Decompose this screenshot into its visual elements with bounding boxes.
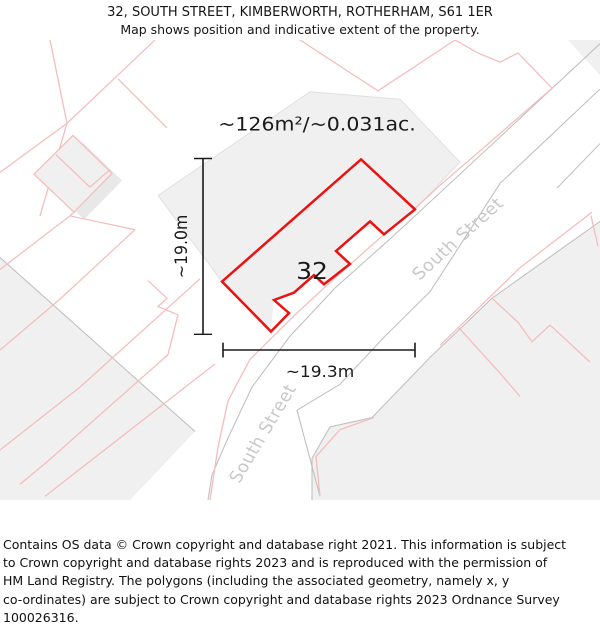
footer-line: HM Land Registry. The polygons (including the associated geometry, namely x, y	[3, 573, 510, 589]
copyright-footer	[0, 533, 600, 625]
horizontal-dimension-label: ~19.3m	[285, 362, 355, 381]
page-subtitle: Map shows position and indicative extent of the property.	[120, 22, 480, 37]
pavement-line	[557, 144, 600, 188]
parcel-line	[0, 216, 135, 270]
parcel-line	[118, 79, 167, 128]
southeast-block	[312, 221, 600, 500]
page-title: 32, SOUTH STREET, KIMBERWORTH, ROTHERHAM, S61 1ER	[107, 5, 493, 20]
plot-area-label: ~126m²/~0.031ac.	[218, 113, 416, 136]
street-label-south-street-lower: South Street	[225, 381, 302, 487]
parcel-line	[70, 212, 74, 216]
footer-line: 100026316.	[3, 609, 79, 625]
topright-block	[568, 40, 600, 75]
footer-line: to Crown copyright and database rights 2023 and is reproduced with the permission of	[3, 555, 548, 571]
report-header	[0, 0, 600, 40]
vertical-dimension-label: ~19.0m	[171, 214, 192, 279]
parcel-line	[67, 40, 155, 123]
footer-line: Contains OS data © Crown copyright and database right 2021. This information is subject	[3, 537, 567, 552]
bottomleft-block	[0, 257, 195, 499]
footer-line: co-ordinates) are subject to Crown copyright and database rights 2023 Ordnance Survey	[3, 591, 560, 607]
street-label-south-street-upper: South Street	[408, 194, 509, 285]
plot-number-label: 32	[296, 257, 328, 285]
map-canvas	[0, 40, 600, 537]
parcel-line	[300, 40, 455, 91]
